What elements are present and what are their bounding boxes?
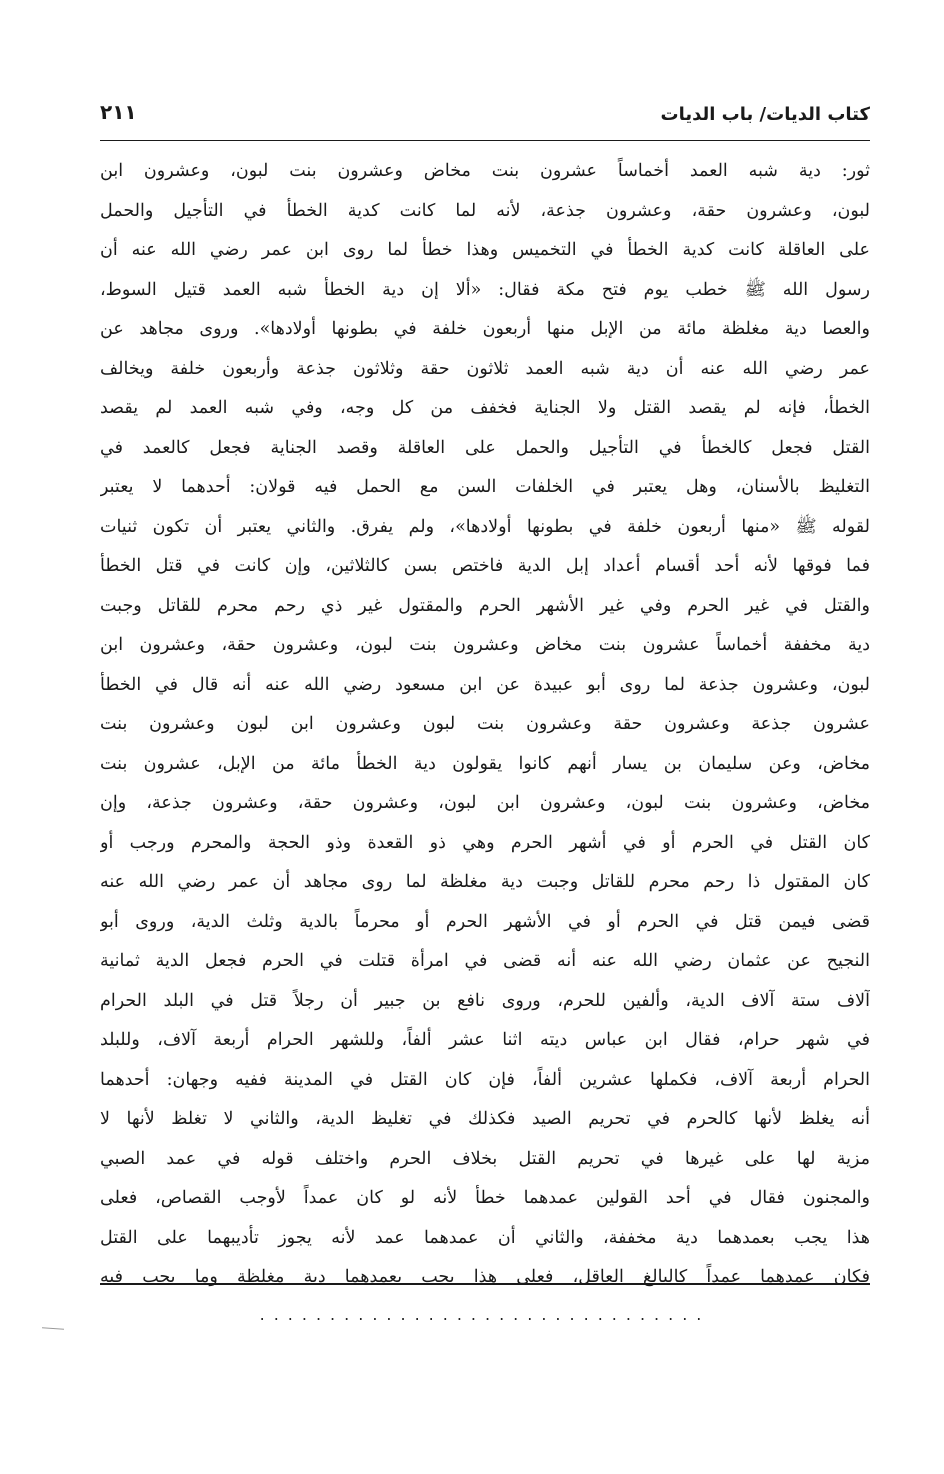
text-line: النجيح عن عثمان رضي الله عنه أنه قضى في امرأة قتلت في الحرم فجعل الدية ثمانية xyxy=(100,951,870,971)
text-line: لبون، وعشرون حقة، وعشرون جذعة، لأنه لما كانت كدية الخطأ في التأجيل والحمل xyxy=(100,200,870,221)
text-line: والعصا دية مغلظة مائة من الإبل منها أربعون خلفة في بطونها أولادها». وروى مجاهد عن xyxy=(100,319,870,339)
text-line: عمر رضي الله عنه أن دية شبه العمد ثلاثون حقة وثلاثون جذعة وأربعون خلفة ويخالف xyxy=(100,358,870,379)
text-line: دية مخففة أخماساً عشرون بنت مخاض وعشرون بنت لبون، وعشرون حقة، وعشرون ابن xyxy=(100,635,870,655)
footnote-dots: ................................ xyxy=(259,1305,711,1324)
footnote-divider xyxy=(100,1283,870,1285)
text-line: رسول الله ﷺ خطب يوم فتح مكة فقال: «ألا إن دية الخطأ شبه العمد قتيل السوط، xyxy=(100,279,870,300)
text-line: فما فوقها لأنه أحد أقسام أعداد إبل الدية فاختص بسن كالثلاثين، وإن كانت في قتل الخطأ xyxy=(100,556,870,576)
text-line: الخطأ، فإنه لم يقصد القتل ولا الجناية فخفف من كل وجه، وفي شبه العمد لم يقصد xyxy=(100,398,870,418)
text-line: مخاض، وعشرون بنت لبون، وعشرون ابن لبون، وعشرون حقة، وعشرون جذعة، وإن xyxy=(100,793,870,813)
header-divider xyxy=(100,140,870,141)
text-line: فكان عمدهما عمداً كالبالغ العاقل، فعلى هذا يجب بعمدهما دية مغلظة وما يجب فيه xyxy=(100,1267,870,1287)
text-line: القتل فجعل كالخطأ في التأجيل والحمل على العاقلة وقصد الجناية فجعل كالعمد في xyxy=(100,437,870,458)
text-line: على العاقلة كانت كدية الخطأ في التخميس وهذا خطأ لما روى ابن عمر رضي الله عنه أن xyxy=(100,240,870,260)
body-text xyxy=(100,152,870,1298)
text-line: كان القتل في الحرم أو في أشهر الحرم وهي ذو القعدة وذو الحجة والمحرم ورجب أو xyxy=(100,832,870,853)
text-line: مخاض، وعن سليمان بن يسار أنهم كانوا يقولون دية الخطأ مائة من الإبل، عشرون بنت xyxy=(100,753,870,774)
text-line: والقتل في غير الحرم وفي غير الأشهر الحرم والمقتول غير ذي رحم محرم للقاتل وجبت xyxy=(100,595,870,616)
text-line: أنه يغلظ لأنها كالحرم في تحريم الصيد فكذلك في تغليظ الدية، والثاني لا تغلظ لأنها لا xyxy=(100,1109,870,1129)
text-line: التغليظ بالأسنان، وهل يعتبر في الخلفات السن مع الحمل فيه قولان: أحدهما لا يعتبر xyxy=(100,477,870,497)
text-line: ثور: دية شبه العمد أخماساً عشرون بنت مخاض وعشرون بنت لبون، وعشرون ابن xyxy=(100,161,870,181)
text-line: آلاف ستة آلاف الدية، وألفين للحرم، وروى نافع بن جبير أن رجلاً قتل في البلد الحرام xyxy=(100,990,870,1011)
margin-scan-mark xyxy=(42,1327,64,1330)
text-line: لقوله ﷺ «منها أربعون خلفة في بطونها أولادها»، ولم يفرق. والثاني يعتبر أن تكون ثنيات xyxy=(100,516,870,537)
text-line: قضى فيمن قتل في الحرم أو في الأشهر الحرم أو محرماً بالدية وثلث الدية، وروى أبو xyxy=(100,911,870,932)
text-line: لبون، وعشرون جذعة لما روى أبو عبيدة عن ابن مسعود رضي الله عنه أنه قال في الخطأ xyxy=(100,674,870,695)
text-line: الحرام أربعة آلاف، فكملها عشرين ألفاً، فإن كان القتل في المدينة ففيه وجهان: أحدهما xyxy=(100,1069,870,1090)
text-line: كان المقتول ذا رحم محرم للقاتل وجبت دية مغلظة لما روى مجاهد أن عمر رضي الله عنه xyxy=(100,872,870,892)
text-line: مزية لها على غيرها في تحريم القتل بخلاف الحرم واختلف قوله في عمد الصبي xyxy=(100,1148,870,1169)
page-header xyxy=(100,98,870,134)
page-number: ٢١١ xyxy=(100,100,137,124)
text-line: والمجنون فقال في أحد القولين عمدهما خطأ لأنه لو كان عمداً لأوجب القصاص، فعلى xyxy=(100,1188,870,1208)
running-title: كتاب الديات/ باب الديات xyxy=(660,104,870,125)
text-line: هذا يجب بعمدهما دية مخففة، والثاني أن عمدهما عمد لأنه يجوز تأديبهما على القتل xyxy=(100,1227,870,1248)
text-line: عشرون جذعة وعشرون حقة وعشرون بنت لبون وعشرون ابن لبون وعشرون بنت xyxy=(100,714,870,734)
text-line: في شهر حرام، فقال ابن عباس ديته اثنا عشر ألفاً، وللشهر الحرام أربعة آلاف، وللبلد xyxy=(100,1030,870,1050)
